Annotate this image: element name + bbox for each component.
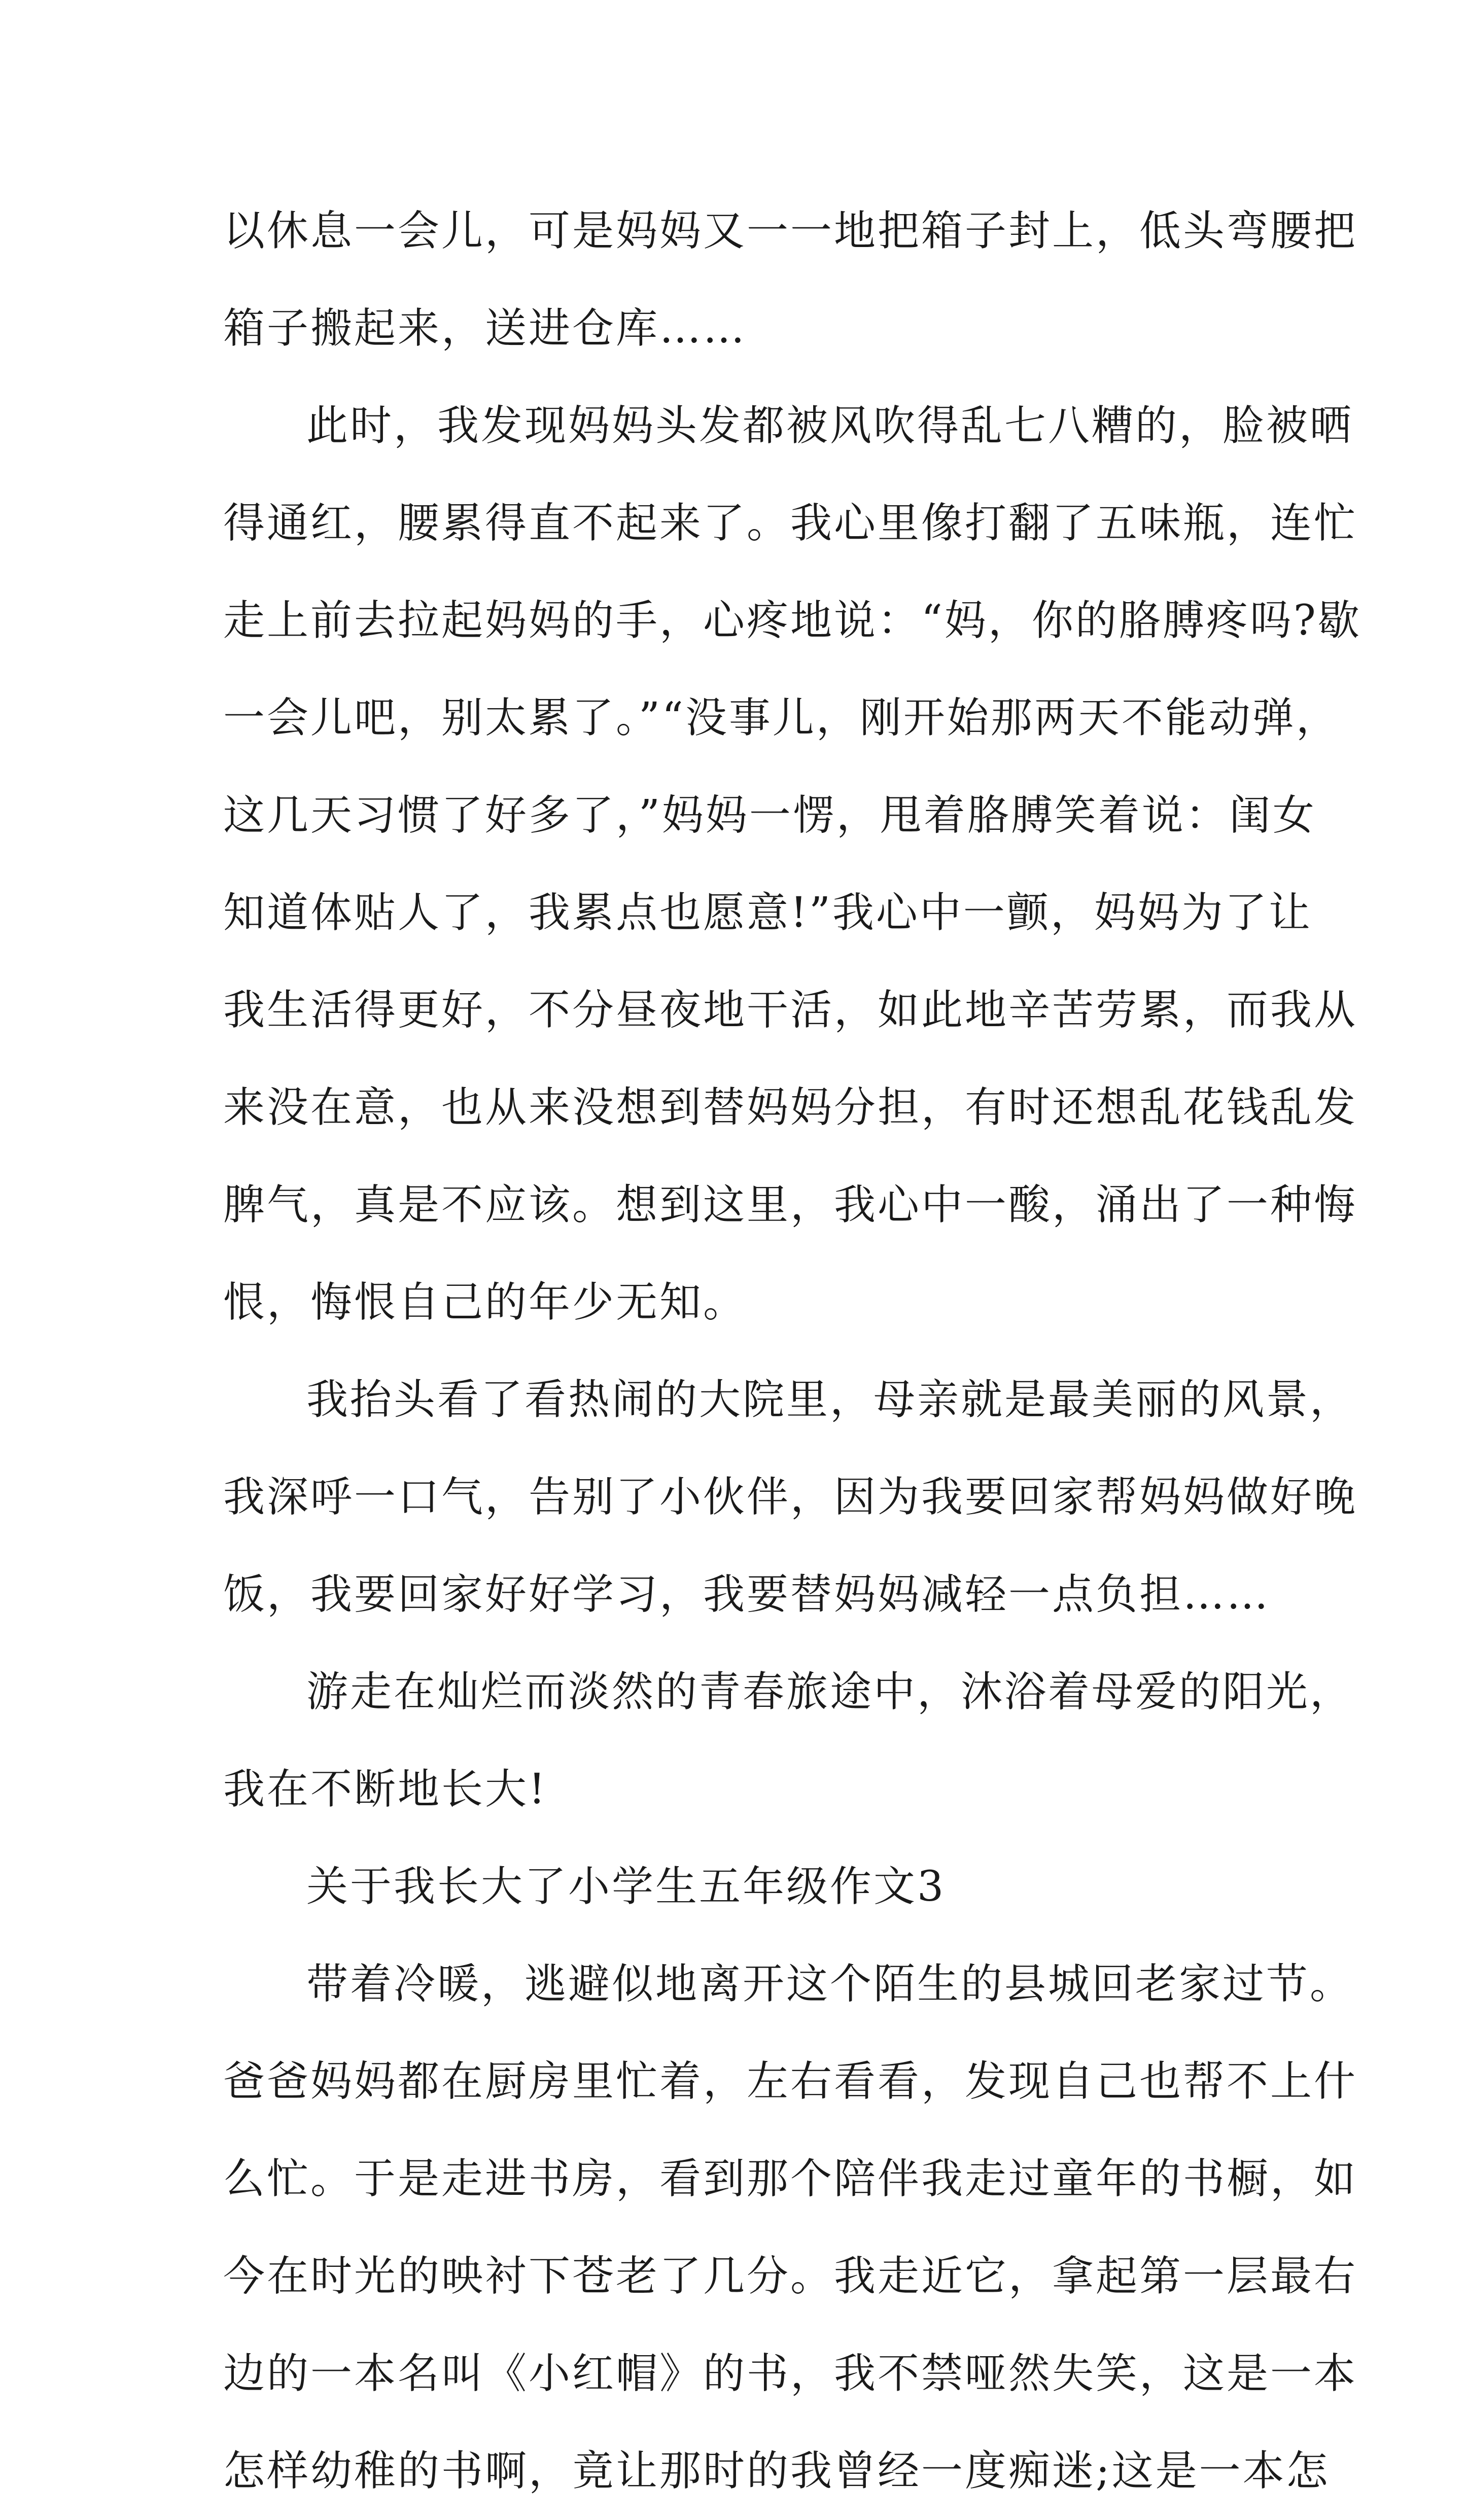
text-line: 带着冷暖，逃避似地离开这个陌生的县城回老家过节。 bbox=[306, 1960, 1354, 2008]
text-line: 脾气，真是不应该。想到这里，我心中一酸，涌出了一种悔 bbox=[223, 1181, 1358, 1229]
text-line: 这几天习惯了好多了，”妈妈一愣，甩着胳膊笑着说：闺女 bbox=[223, 791, 1316, 839]
document-page bbox=[223, 183, 1361, 2520]
text-line: 我生活得更好，不分昼夜地干活，如此地辛苦劳累，而我从 bbox=[223, 986, 1358, 1034]
text-line: 饭，我要回家好好学习，我要替妈妈减轻一点负担…… bbox=[223, 1570, 1271, 1619]
text-line: 一会儿吧，别太累了。”“没事儿，刚开始那两天不能动弹， bbox=[223, 694, 1340, 742]
text-line: 怎样幼稚的书啊，竟让那时的我曾经一度痴迷;这是一本怎 bbox=[223, 2447, 1330, 2495]
text-line: 边的一本名叫《小红帽》的书，我不禁哑然失笑，这是一本 bbox=[223, 2350, 1358, 2398]
text-line: 我抬头看了看热闹的大院里，母亲就是最美丽的风景， bbox=[306, 1376, 1354, 1424]
text-line: 今在时光的映衬下苍老了几分。我走近它，拿起第一层最右 bbox=[223, 2252, 1358, 2300]
text-line: 我在不断地长大! bbox=[223, 1765, 547, 1813]
text-line: 得通红，腰累得直不起来了。我心里像打翻了五味瓶，连忙 bbox=[223, 499, 1358, 547]
text-line: 恨，悔恨自己的年少无知。 bbox=[223, 1278, 747, 1326]
text-line: 知道体贴人了，我累点也愿意!”我心中一颤，妈妈为了让 bbox=[223, 889, 1312, 937]
text-line: 来没在意，也从来没想到替妈妈分担，有时还想乱花钱乱发 bbox=[223, 1083, 1358, 1132]
text-line: 游走在灿烂而淡然的青春旅途中，沐浴着母爱的阳光， bbox=[306, 1668, 1354, 1716]
text-line: 走上前去拉起妈妈的手，心疼地说：“妈，你的胳膊疼吗?歇 bbox=[223, 597, 1361, 645]
text-line: 以休息一会儿，可是妈妈又一一地把箱子封上，低头弯腰把 bbox=[223, 207, 1358, 255]
text-line: 此时，我发现妈妈头发都被风吹得乱七八糟的，脸被晒 bbox=[306, 402, 1354, 450]
text-line: 我深呼一口气，告别了小伙伴，因为我要回家帮妈妈做好晚 bbox=[223, 1473, 1358, 1521]
text-line: 爸爸妈妈都在厨房里忙着，左右看看，发现自己也帮不上什 bbox=[223, 2057, 1358, 2106]
text-line: 么忙。于是走进书房，看到那个陪伴我走过童年的书橱，如 bbox=[223, 2155, 1358, 2203]
text-line: 关于我长大了小学生五年级作文3 bbox=[306, 1863, 946, 1911]
text-line: 箱子搬起来，送进仓库…… bbox=[223, 304, 747, 353]
